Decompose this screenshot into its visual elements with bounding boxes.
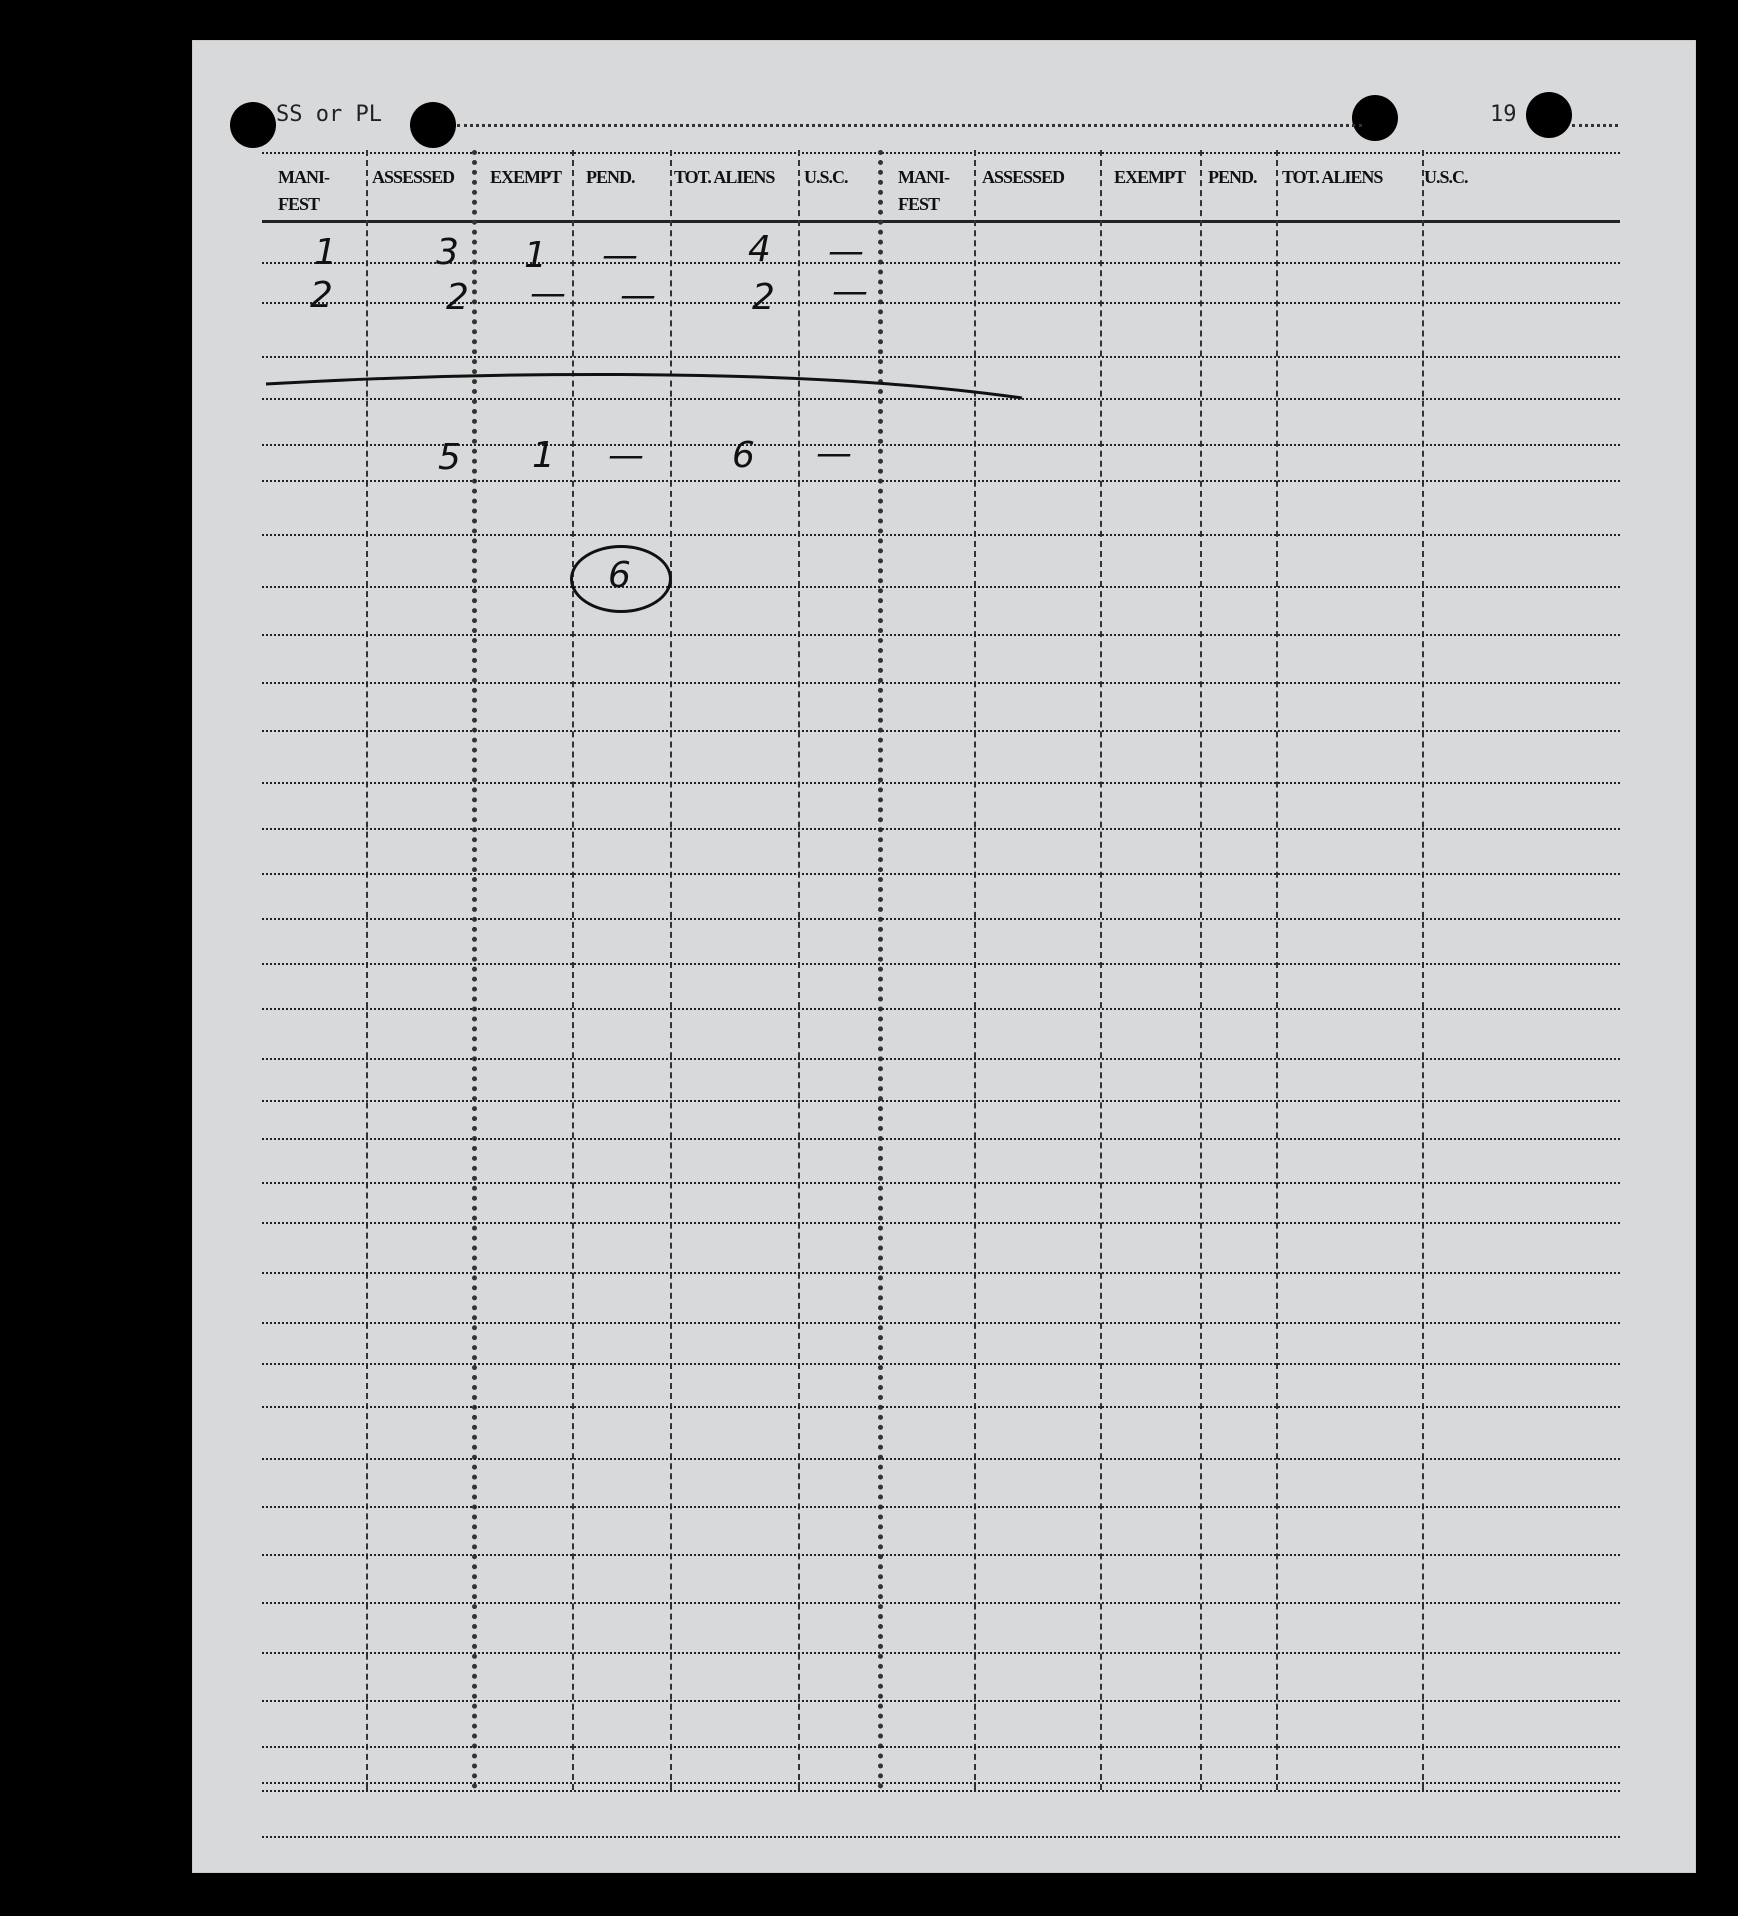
col-pend-left: PEND. xyxy=(586,167,635,187)
hw-row1-assessed: 3 xyxy=(436,232,459,273)
hw-row1-manifest: 1 xyxy=(314,232,337,273)
row-line xyxy=(262,444,1620,446)
col-tot-aliens-left: TOT. ALIENS xyxy=(674,167,775,187)
row-line xyxy=(262,1222,1620,1224)
hw-row1-exempt: 1 xyxy=(524,235,547,276)
col-assessed-right: ASSESSED xyxy=(982,167,1065,187)
hw-row2-assessed: 2 xyxy=(446,277,469,318)
row-line xyxy=(262,1602,1620,1604)
punch-hole-3 xyxy=(1352,95,1398,141)
row-line xyxy=(262,534,1620,536)
col-divider xyxy=(1200,150,1202,1790)
row-line xyxy=(262,1100,1620,1102)
hw-row1-usc: — xyxy=(828,231,864,272)
row-line xyxy=(262,1506,1620,1508)
row-line xyxy=(262,1008,1620,1010)
row-line xyxy=(262,1554,1620,1556)
row-line xyxy=(262,682,1620,684)
punch-hole-2 xyxy=(410,102,456,148)
row-line xyxy=(262,634,1620,636)
col-divider xyxy=(1276,150,1278,1790)
row-line xyxy=(262,918,1620,920)
row-line xyxy=(262,262,1620,264)
row-line xyxy=(262,1272,1620,1274)
total-underline xyxy=(262,356,1062,406)
col-exempt-left: EXEMPT xyxy=(490,167,562,187)
col-manifest-right: MANI- FEST xyxy=(898,167,949,214)
row-line xyxy=(262,963,1620,965)
row-line xyxy=(262,1652,1620,1654)
vessel-leader xyxy=(457,124,1362,127)
row-line xyxy=(262,1406,1620,1408)
hw-row2-exempt: — xyxy=(530,273,566,314)
hw-total-exempt: 1 xyxy=(532,435,555,476)
row-line xyxy=(262,1182,1620,1184)
hw-row2-pend: — xyxy=(620,275,656,316)
row-line xyxy=(262,1322,1620,1324)
hw-total-assessed: 5 xyxy=(438,437,461,478)
col-usc-right: U.S.C. xyxy=(1424,167,1468,187)
col-tot-aliens-right: TOT. ALIENS xyxy=(1282,167,1383,187)
hw-row2-tot-aliens: 2 xyxy=(752,277,775,318)
bottom-rule xyxy=(262,1790,1620,1792)
hw-row1-pend: — xyxy=(602,235,638,276)
hw-row2-manifest: 2 xyxy=(310,275,333,316)
row-line xyxy=(262,730,1620,732)
hw-total-pend: — xyxy=(608,435,644,476)
row-line xyxy=(262,1458,1620,1460)
hw-total-tot-aliens: 6 xyxy=(732,435,755,476)
hw-circled-total: 6 xyxy=(608,555,631,596)
col-assessed-left: ASSESSED xyxy=(372,167,455,187)
footer-rule xyxy=(262,1836,1620,1838)
year-label: 19 xyxy=(1490,102,1517,127)
hw-row1-tot-aliens: 4 xyxy=(748,229,771,270)
vessel-label: SS or PL xyxy=(276,102,382,127)
row-line xyxy=(262,1363,1620,1365)
col-usc-left: U.S.C. xyxy=(804,167,848,187)
row-line xyxy=(262,828,1620,830)
col-divider xyxy=(1422,150,1424,1790)
hw-total-usc: — xyxy=(816,433,852,474)
bottom-rule xyxy=(262,1782,1620,1784)
col-pend-right: PEND. xyxy=(1208,167,1257,187)
header-rule xyxy=(262,220,1620,223)
row-line xyxy=(262,1058,1620,1060)
row-line xyxy=(262,480,1620,482)
punch-hole-4 xyxy=(1526,92,1572,138)
row-line xyxy=(262,586,1620,588)
manifest-form-sheet xyxy=(192,40,1696,1873)
hw-row2-usc: — xyxy=(832,271,868,312)
row-line xyxy=(262,1700,1620,1702)
row-line xyxy=(262,1746,1620,1748)
punch-hole-1 xyxy=(230,102,276,148)
col-exempt-right: EXEMPT xyxy=(1114,167,1186,187)
top-rule xyxy=(262,152,1620,154)
year-leader xyxy=(1572,124,1618,127)
row-line xyxy=(262,873,1620,875)
row-line xyxy=(262,782,1620,784)
col-manifest-left: MANI- FEST xyxy=(278,167,329,214)
row-line xyxy=(262,1138,1620,1140)
col-divider xyxy=(1100,150,1102,1790)
